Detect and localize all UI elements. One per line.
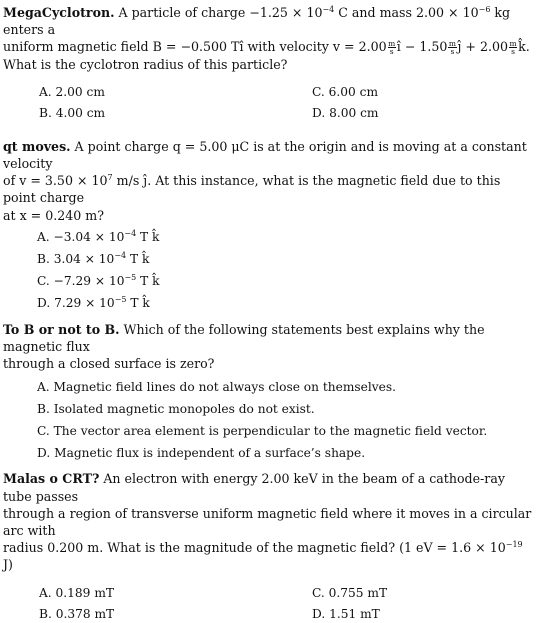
question-stem: Malas o CRT? An electron with energy 2.00 keV in the beam of a cathode-ray tube passes through a region of transverse uniform magnetic field where it moves in a circular arc with radius 0.200 m. What is the magnitude of the magnetic field? (1 eV = $1.6 \times 10^{-19}$ J)	[3, 471, 532, 573]
option-a[interactable]: A. Magnetic field lines do not always close on themselves.	[37, 380, 396, 395]
option-b[interactable]: B. Isolated magnetic monopoles do not exist.	[37, 402, 315, 417]
option-d[interactable]: D. 8.00 cm	[312, 105, 379, 120]
answer-options	[37, 226, 535, 314]
question-stem: MegaCyclotron. A particle of charge $-1.25 \times 10^{-4}$ C and mass $2.00 \times 10^{-6}$ kg enters a uniform magnetic field B = −0.500 Tî with velocity v = 2.00 $\frac{m}{s}$ î − 1.50 $\frac{m}{s}$ ĵ + 2.00 $\frac{m}{s}$ k̂. What is the cyclotron radius of this particle?	[3, 4, 530, 72]
option-c[interactable]: C. 6.00 cm	[312, 84, 379, 99]
unit-fraction: $\frac{m}{s}$	[388, 39, 396, 57]
question-title: MegaCyclotron.	[3, 5, 115, 20]
question-title: qt moves.	[3, 138, 71, 154]
option-b[interactable]: B. 0.378 mT	[39, 606, 115, 621]
question-title: Malas o CRT?	[3, 471, 100, 487]
option-c[interactable]: C. 0.755 mT	[312, 585, 388, 600]
problem-page	[3, 4, 535, 622]
option-d[interactable]: D. $7.29 \times 10^{-5}$ T k̂	[37, 294, 150, 310]
option-a[interactable]: A. 0.189 mT	[39, 585, 114, 600]
unit-fraction: $\frac{m}{s}$	[448, 39, 457, 57]
option-a[interactable]: A. $-3.04 \times 10^{-4}$ T k̂	[37, 228, 160, 244]
option-b[interactable]: B. 4.00 cm	[39, 105, 106, 120]
option-c[interactable]: C. $-7.29 \times 10^{-5}$ T k̂	[37, 272, 160, 288]
unit-fraction: $\frac{m}{s}$	[509, 39, 517, 57]
question-qt-moves	[3, 138, 535, 314]
question-megacyclotron	[3, 4, 535, 121]
question-title: To B or not to B.	[3, 321, 120, 337]
option-b[interactable]: B. $3.04 \times 10^{-4}$ T k̂	[37, 250, 150, 266]
question-to-b-or-not-to-b	[3, 321, 535, 465]
question-stem: qt moves. A point charge q = 5.00 μC is at the origin and is moving at a constant velocity of $v = 3.50 \times 10^7$ m/s ĵ. At this instance, what is the magnetic field due to this point charge at x = 0.240 m?	[3, 138, 527, 223]
answer-options	[3, 79, 535, 121]
option-d[interactable]: D. 1.51 mT	[312, 606, 380, 621]
option-d[interactable]: D. Magnetic flux is independent of a surface’s shape.	[37, 446, 366, 461]
option-a[interactable]: A. 2.00 cm	[39, 84, 105, 99]
answer-options	[3, 580, 535, 622]
option-c[interactable]: C. The vector area element is perpendicular to the magnetic field vector.	[37, 424, 488, 439]
question-malas-o-crt	[3, 470, 535, 621]
answer-options	[37, 376, 535, 464]
question-stem: To B or not to B. Which of the following statements best explains why the magnetic flux through a closed surface is zero?	[3, 321, 485, 372]
